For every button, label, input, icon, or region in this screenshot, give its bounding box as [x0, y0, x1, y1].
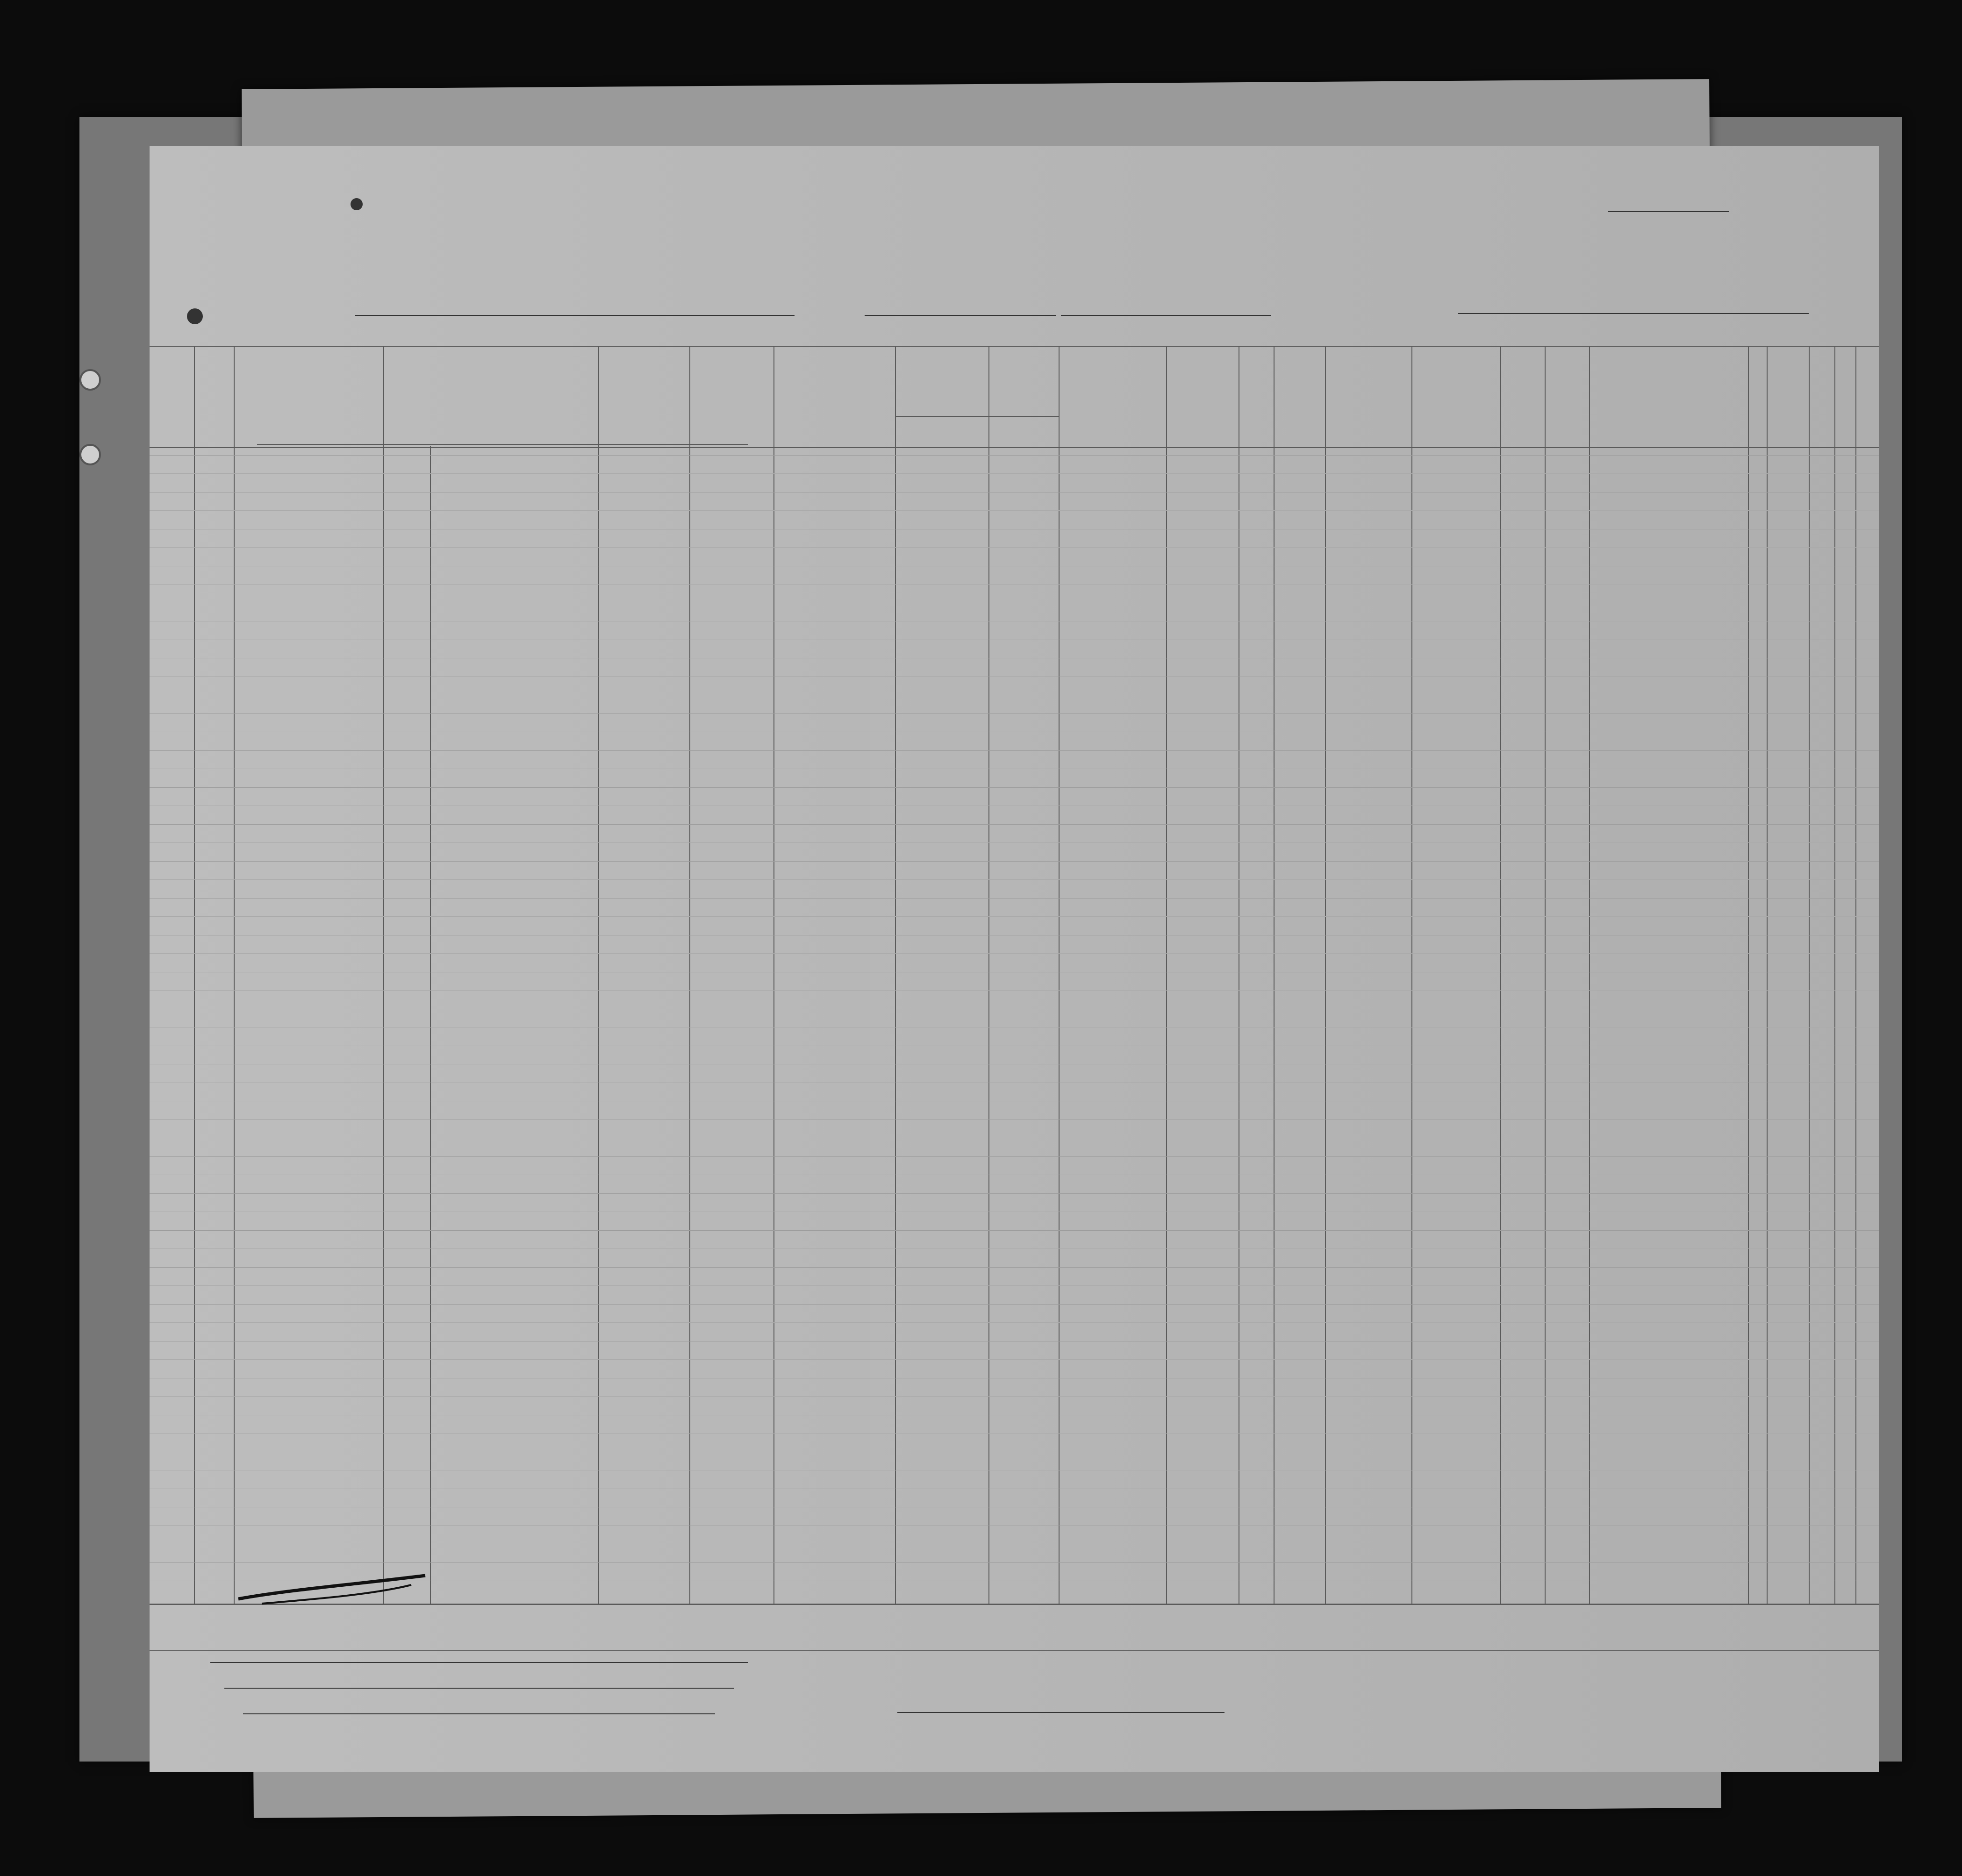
footer-rule: [150, 1650, 1879, 1651]
table-top-rule: [150, 346, 1879, 347]
row-rule-half: [150, 916, 1879, 917]
row-rule: [150, 455, 1879, 456]
row-rule-half: [150, 1285, 1879, 1286]
row-rule-half: [150, 1322, 1879, 1323]
row-rule: [150, 1230, 1879, 1231]
name-subcolumn-divider: [430, 446, 431, 1604]
row-rule: [150, 824, 1879, 825]
row-rule: [150, 1156, 1879, 1157]
scribble-mark: [234, 1571, 430, 1608]
row-rule: [150, 1304, 1879, 1305]
row-rule: [150, 713, 1879, 714]
row-rule-half: [150, 990, 1879, 991]
row-rule: [150, 1267, 1879, 1268]
row-rule-half: [150, 1433, 1879, 1434]
row-rule-half: [150, 510, 1879, 511]
row-rule-half: [150, 1396, 1879, 1397]
row-rule-half: [150, 1248, 1879, 1249]
row-rule: [150, 861, 1879, 862]
row-rule-half: [150, 842, 1879, 843]
name-subheader-rule: [257, 444, 748, 445]
manifest-sheet: [150, 146, 1879, 1772]
row-rule-half: [150, 1359, 1879, 1360]
row-rule: [150, 898, 1879, 899]
row-rule: [150, 1193, 1879, 1194]
binder-hole: [79, 369, 101, 391]
row-rule-half: [150, 953, 1879, 954]
footer-line-value: [210, 1662, 748, 1663]
row-rule: [150, 1562, 1879, 1563]
row-rule-half: [150, 473, 1879, 474]
footer-agents-value: [243, 1713, 715, 1714]
binder-hole: [79, 444, 101, 465]
crew-table: [150, 146, 1879, 1772]
row-rule: [150, 750, 1879, 751]
row-rule-half: [150, 879, 1879, 880]
row-rule: [150, 787, 1879, 788]
row-rule-half: [150, 584, 1879, 585]
table-header-rule: [150, 447, 1879, 448]
inspector-line: [897, 1712, 1224, 1713]
footer-owners-value: [224, 1688, 734, 1689]
row-rule-half: [150, 547, 1879, 548]
shipped-subheader-rule: [895, 416, 1059, 417]
